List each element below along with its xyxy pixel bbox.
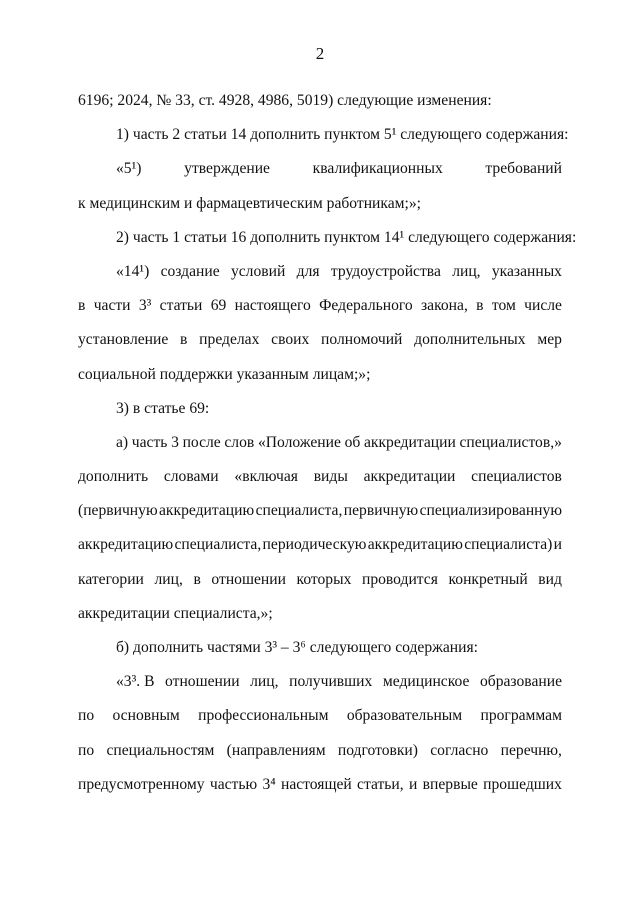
word: часть: [131, 433, 168, 451]
word: прошедших: [483, 775, 562, 793]
word: которых: [296, 570, 352, 588]
word: мер: [537, 331, 562, 349]
word: «3³. В: [116, 673, 155, 691]
line-text: к медицинским и фармацевтическим работникам;»;: [78, 194, 421, 212]
subparagraph-b: [78, 631, 562, 665]
line-text: б) дополнить частями 3³ – 3⁶ следующего содержания:: [116, 639, 479, 656]
word: Федерального: [319, 297, 413, 315]
word: и: [553, 536, 562, 554]
word: основным: [112, 707, 180, 725]
word: том: [491, 297, 516, 315]
word: об: [344, 433, 361, 451]
word: конкретный: [448, 570, 528, 588]
word: частью: [209, 775, 258, 793]
word: лиц,: [452, 262, 481, 280]
line-text: аккредитации специалиста,»;: [78, 604, 273, 622]
word: указанных: [491, 262, 562, 280]
word: 3³: [138, 297, 152, 315]
word: для: [296, 262, 320, 280]
word: трудоустройства: [330, 262, 441, 280]
word: предусмотренному: [78, 775, 205, 793]
quoted-text-line: [78, 255, 562, 289]
word: дополнить: [78, 468, 149, 486]
word: пределах: [199, 331, 260, 349]
quoted-text-line: [78, 152, 562, 186]
word: лиц,: [250, 673, 279, 691]
text-line: [78, 289, 562, 323]
word: аккредитацию: [367, 536, 463, 554]
word: специалиста,: [174, 536, 262, 554]
word: первичную: [343, 502, 419, 520]
word: и: [408, 775, 418, 793]
line-text: 6196; 2024, № 33, ст. 4928, 4986, 5019) следующие изменения:: [78, 92, 492, 109]
word: после: [182, 433, 221, 451]
word: по: [78, 741, 95, 759]
word: в: [476, 297, 484, 315]
word: профессиональным: [198, 707, 329, 725]
word: согласно: [430, 741, 489, 759]
paragraph-item-3: [78, 392, 562, 426]
word: «14¹): [116, 262, 150, 280]
word: категории: [78, 570, 144, 588]
word: а): [116, 433, 129, 451]
word: 69: [210, 297, 227, 315]
text-line: [78, 768, 562, 802]
line-text: 2) часть 1 статьи 16 дополнить пунктом 14¹ следующего содержания:: [116, 228, 577, 246]
word: аккредитацию: [159, 502, 255, 520]
word: аккредитацию: [78, 536, 174, 554]
word: программам: [480, 707, 562, 725]
word: условий: [230, 262, 286, 280]
word: специалиста,: [255, 502, 343, 520]
document-body: [78, 84, 577, 802]
word: «Положение: [257, 433, 341, 451]
word: «5¹): [116, 160, 142, 178]
page-number: 2: [315, 44, 325, 63]
word: медицинское: [382, 673, 470, 691]
word: настоящей: [280, 775, 352, 793]
word: числе: [524, 297, 562, 315]
word: виды: [313, 468, 348, 486]
text-line: [78, 734, 562, 768]
word: части: [93, 297, 131, 315]
line-text: 3) в статье 69:: [116, 399, 210, 417]
word: специалистов,»: [459, 433, 562, 451]
quoted-text-line: [78, 665, 562, 699]
word: закона,: [421, 297, 468, 315]
word: «включая: [234, 468, 298, 486]
text-line: [78, 494, 562, 528]
word: в: [193, 570, 201, 588]
word: периодическую: [262, 536, 367, 554]
text-line: [78, 323, 562, 357]
word: специалистов: [471, 468, 562, 486]
word: статьи: [159, 297, 203, 315]
word: подготовки): [337, 741, 418, 759]
word: лиц,: [154, 570, 183, 588]
word: проводится: [361, 570, 438, 588]
word: аккредитации: [363, 468, 456, 486]
word: по: [78, 707, 95, 725]
word: вид: [538, 570, 562, 588]
word: дополнительных: [414, 331, 526, 349]
paragraph-item-1: [78, 118, 569, 152]
word: в: [78, 297, 86, 315]
word: (направлениям: [226, 741, 326, 759]
word: (первичную: [78, 502, 158, 520]
text-line: [78, 563, 562, 597]
word: перечню,: [500, 741, 562, 759]
text-line: [78, 358, 562, 392]
paragraph-item-2: [78, 221, 577, 255]
word: словами: [163, 468, 219, 486]
subparagraph-a: [78, 426, 562, 460]
word: статьи,: [357, 775, 404, 793]
word: впервые: [422, 775, 478, 793]
word: специалиста): [464, 536, 553, 554]
word: установление: [78, 331, 169, 349]
word: образовательным: [346, 707, 463, 725]
word: слов: [224, 433, 255, 451]
word: получивших: [289, 673, 373, 691]
word: настоящего: [234, 297, 311, 315]
word: образование: [479, 673, 562, 691]
word: 3⁴: [262, 775, 276, 793]
text-line: [78, 528, 562, 562]
text-line: [78, 460, 562, 494]
word: создание: [160, 262, 220, 280]
line-text: 1) часть 2 статьи 14 дополнить пунктом 5¹ следующего содержания:: [116, 126, 569, 144]
word: утверждение: [184, 160, 270, 178]
word: квалификационных: [312, 160, 443, 178]
word: 3: [171, 433, 179, 451]
text-line: [78, 597, 562, 631]
word: специальностям: [106, 741, 215, 759]
text-line: [78, 187, 562, 221]
text-line: [78, 699, 562, 733]
text-line: [78, 84, 562, 118]
line-text: социальной поддержки указанным лицам;»;: [78, 365, 371, 383]
word: отношении: [165, 673, 240, 691]
word: своих: [271, 331, 310, 349]
word: в: [180, 331, 188, 349]
word: полномочий: [321, 331, 403, 349]
word: требований: [485, 160, 562, 178]
word: специализированную: [419, 502, 562, 520]
word: отношении: [211, 570, 286, 588]
word: аккредитации: [363, 433, 456, 451]
